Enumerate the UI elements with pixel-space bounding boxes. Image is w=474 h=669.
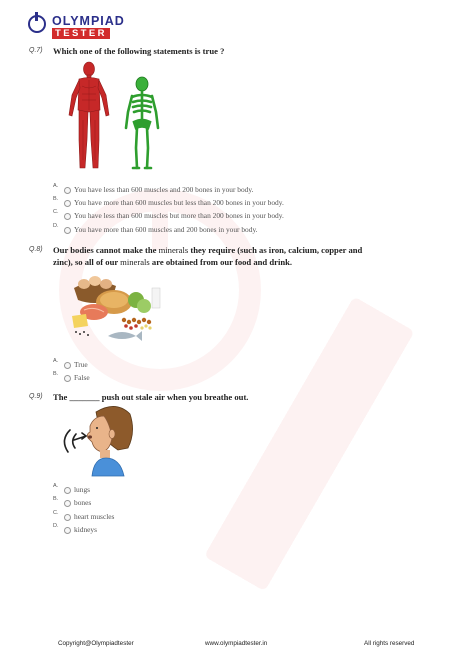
- option-label: lungs: [74, 485, 91, 494]
- option-letter: C.: [53, 209, 59, 215]
- option-letter: D.: [53, 523, 59, 529]
- radio-button[interactable]: [64, 527, 71, 534]
- radio-button[interactable]: [64, 200, 71, 207]
- option-label: bones: [74, 498, 92, 507]
- question-text: Which one of the following statements is true ?: [53, 46, 225, 56]
- option-label: False: [74, 373, 90, 382]
- option-letter: D.: [53, 223, 59, 229]
- option-letter: B.: [53, 371, 59, 377]
- question-text: Our bodies cannot make the minerals they require (such as iron, calcium, copper and zinc), so all of our minerals are obtained from our food and drink.: [53, 245, 363, 267]
- mineral-rich-food-illustration: [64, 270, 164, 352]
- radio-button[interactable]: [64, 487, 71, 494]
- option-letter: A.: [53, 183, 59, 189]
- question-number: Q.9): [29, 393, 43, 400]
- option-letter: A.: [53, 483, 59, 489]
- option-label: True: [74, 360, 88, 369]
- question-text: The _______ push out stale air when you breathe out.: [53, 392, 249, 402]
- option-label: You have more than 600 muscles but less than 200 bones in your body.: [74, 198, 284, 207]
- question-number: Q.8): [29, 246, 43, 253]
- option-letter: A.: [53, 358, 59, 364]
- human-muscles-and-skeleton-illustration: [62, 60, 168, 175]
- footer-website-link[interactable]: www.olympiadtester.in: [205, 640, 268, 647]
- logo-text-line1: OLYMPIAD: [52, 14, 125, 28]
- option-label: You have less than 600 muscles but more than 200 bones in your body.: [74, 211, 284, 220]
- radio-button[interactable]: [64, 362, 71, 369]
- footer-rights: All rights reserved: [364, 640, 415, 647]
- option-letter: C.: [53, 510, 59, 516]
- person-breathing-out-illustration: [56, 402, 136, 478]
- radio-button[interactable]: [64, 213, 71, 220]
- option-letter: B.: [53, 496, 59, 502]
- option-letter: B.: [53, 196, 59, 202]
- logo-text-line2: TESTER: [52, 28, 110, 39]
- radio-button[interactable]: [64, 514, 71, 521]
- option-label: You have more than 600 muscles and 200 bones in your body.: [74, 225, 258, 234]
- option-label: kidneys: [74, 525, 97, 534]
- footer-copyright: Copyright@Olympiadtester: [58, 640, 134, 647]
- question-number: Q.7): [29, 47, 43, 54]
- radio-button[interactable]: [64, 227, 71, 234]
- radio-button[interactable]: [64, 187, 71, 194]
- radio-button[interactable]: [64, 500, 71, 507]
- option-label: heart muscles: [74, 512, 115, 521]
- option-label: You have less than 600 muscles and 200 bones in your body.: [74, 185, 254, 194]
- watermark-logo: [40, 150, 474, 630]
- radio-button[interactable]: [64, 375, 71, 382]
